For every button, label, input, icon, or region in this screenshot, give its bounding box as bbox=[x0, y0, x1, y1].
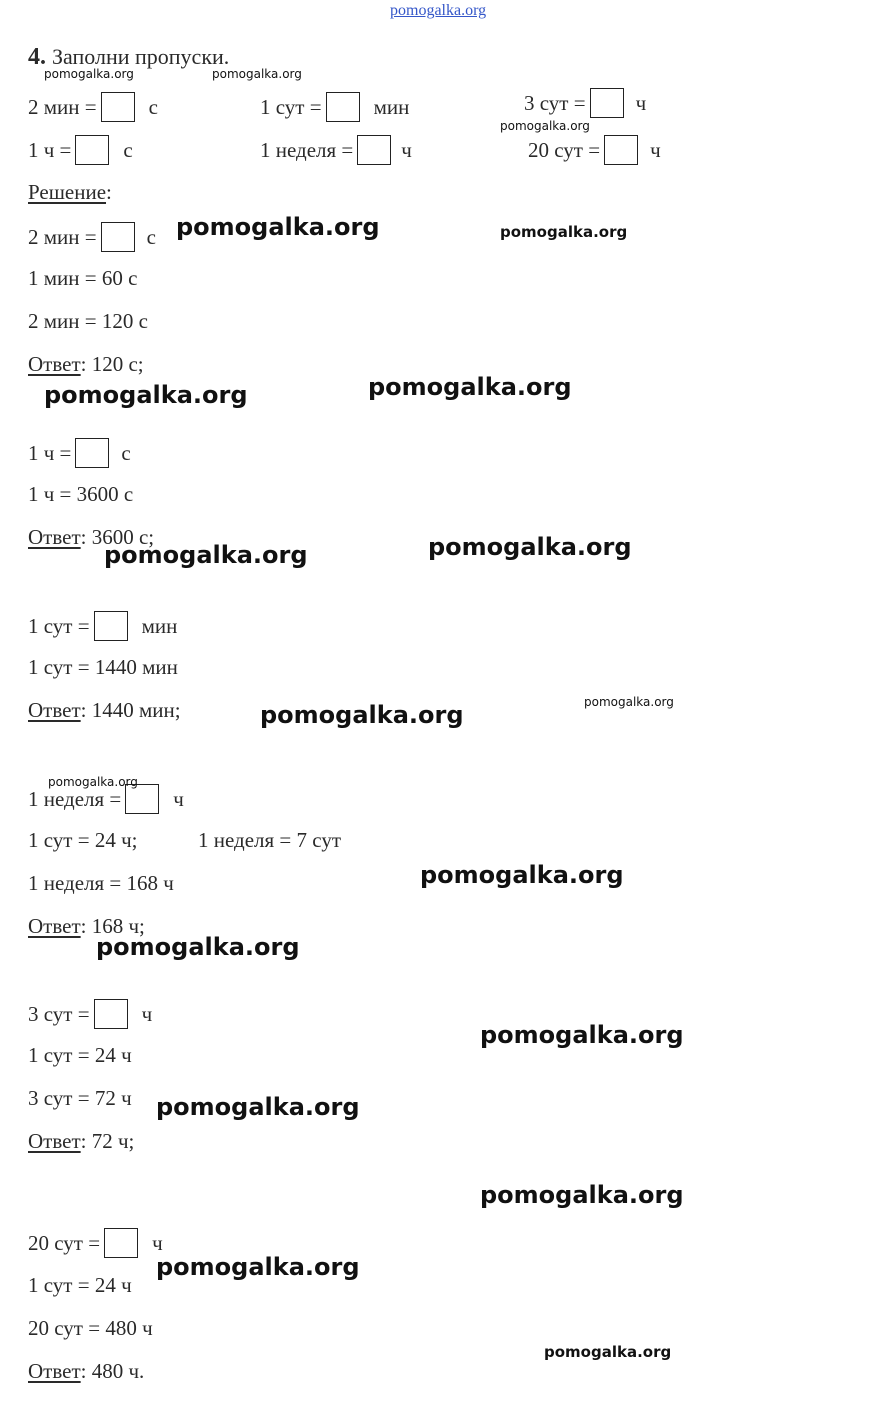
watermark: pomogalka.org bbox=[176, 213, 380, 241]
blank-box bbox=[75, 135, 109, 165]
step-line: 1 неделя = 168 ч bbox=[28, 871, 174, 895]
watermark: pomogalka.org bbox=[544, 1343, 672, 1361]
watermark: pomogalka.org bbox=[428, 533, 632, 561]
step-line: 1 неделя = 7 сут bbox=[198, 828, 341, 852]
step-line: 1 сут = 24 ч; bbox=[28, 828, 138, 852]
watermark: pomogalka.org bbox=[420, 861, 624, 889]
answer-line: Ответ : 168 ч; bbox=[28, 914, 145, 938]
blank-box bbox=[590, 88, 624, 118]
answer-line: Ответ : 120 с; bbox=[28, 352, 144, 376]
watermark: pomogalka.org bbox=[104, 541, 308, 569]
equation-line: 3 сут = ч bbox=[28, 999, 152, 1029]
equation-line: 1 неделя = ч bbox=[28, 784, 184, 814]
watermark: pomogalka.org bbox=[260, 701, 464, 729]
blank-box bbox=[94, 611, 128, 641]
answer-line: Ответ : 1440 мин; bbox=[28, 698, 181, 722]
watermark: pomogalka.org bbox=[156, 1093, 360, 1121]
watermark: pomogalka.org bbox=[480, 1181, 684, 1209]
watermark: pomogalka.org bbox=[500, 119, 590, 133]
exercise-item: 2 мин = с bbox=[28, 92, 158, 122]
watermark: pomogalka.org bbox=[156, 1253, 360, 1281]
watermark: pomogalka.org bbox=[480, 1021, 684, 1049]
answer-line: Ответ : 72 ч; bbox=[28, 1129, 135, 1153]
exercise-item: 1 неделя = ч bbox=[260, 135, 412, 165]
equation-line: 1 сут = мин bbox=[28, 611, 177, 641]
step-line: 1 сут = 24 ч bbox=[28, 1273, 132, 1297]
watermark: pomogalka.org bbox=[96, 933, 300, 961]
watermark: pomogalka.org bbox=[584, 695, 674, 709]
equation-line: 20 сут = ч bbox=[28, 1228, 163, 1258]
watermark: pomogalka.org bbox=[44, 381, 248, 409]
step-line: 20 сут = 480 ч bbox=[28, 1316, 153, 1340]
task-title: Заполни пропуски. bbox=[52, 44, 230, 69]
blank-box bbox=[357, 135, 391, 165]
watermark: pomogalka.org bbox=[500, 223, 628, 241]
blank-box bbox=[604, 135, 638, 165]
solution-label: Решение : bbox=[28, 180, 112, 204]
step-line: 3 сут = 72 ч bbox=[28, 1086, 132, 1110]
equation-line: 1 ч = с bbox=[28, 438, 131, 468]
site-link[interactable]: pomogalka.org bbox=[390, 2, 487, 19]
step-line: 1 сут = 1440 мин bbox=[28, 655, 178, 679]
exercise-item: 20 сут = ч bbox=[528, 135, 661, 165]
answer-line: Ответ : 480 ч. bbox=[28, 1359, 145, 1383]
exercise-item: 3 сут = ч bbox=[524, 88, 646, 118]
step-line: 1 мин = 60 с bbox=[28, 266, 138, 290]
blank-box bbox=[94, 999, 128, 1029]
blank-box bbox=[104, 1228, 138, 1258]
watermark: pomogalka.org bbox=[368, 373, 572, 401]
step-line: 1 сут = 24 ч bbox=[28, 1043, 132, 1067]
watermark: pomogalka.org bbox=[44, 67, 134, 81]
exercise-item: 1 ч = с bbox=[28, 135, 133, 165]
equation-line: 2 мин = с bbox=[28, 222, 156, 252]
answer-line: Ответ : 3600 с; bbox=[28, 525, 155, 549]
blank-box bbox=[101, 222, 135, 252]
watermark: pomogalka.org bbox=[48, 775, 138, 789]
task-number: 4. bbox=[28, 44, 46, 70]
blank-box bbox=[326, 92, 360, 122]
watermark: pomogalka.org bbox=[212, 67, 302, 81]
step-line: 2 мин = 120 с bbox=[28, 309, 148, 333]
blank-box bbox=[75, 438, 109, 468]
step-line: 1 ч = 3600 с bbox=[28, 482, 134, 506]
exercise-item: 1 сут = мин bbox=[260, 92, 409, 122]
blank-box bbox=[101, 92, 135, 122]
